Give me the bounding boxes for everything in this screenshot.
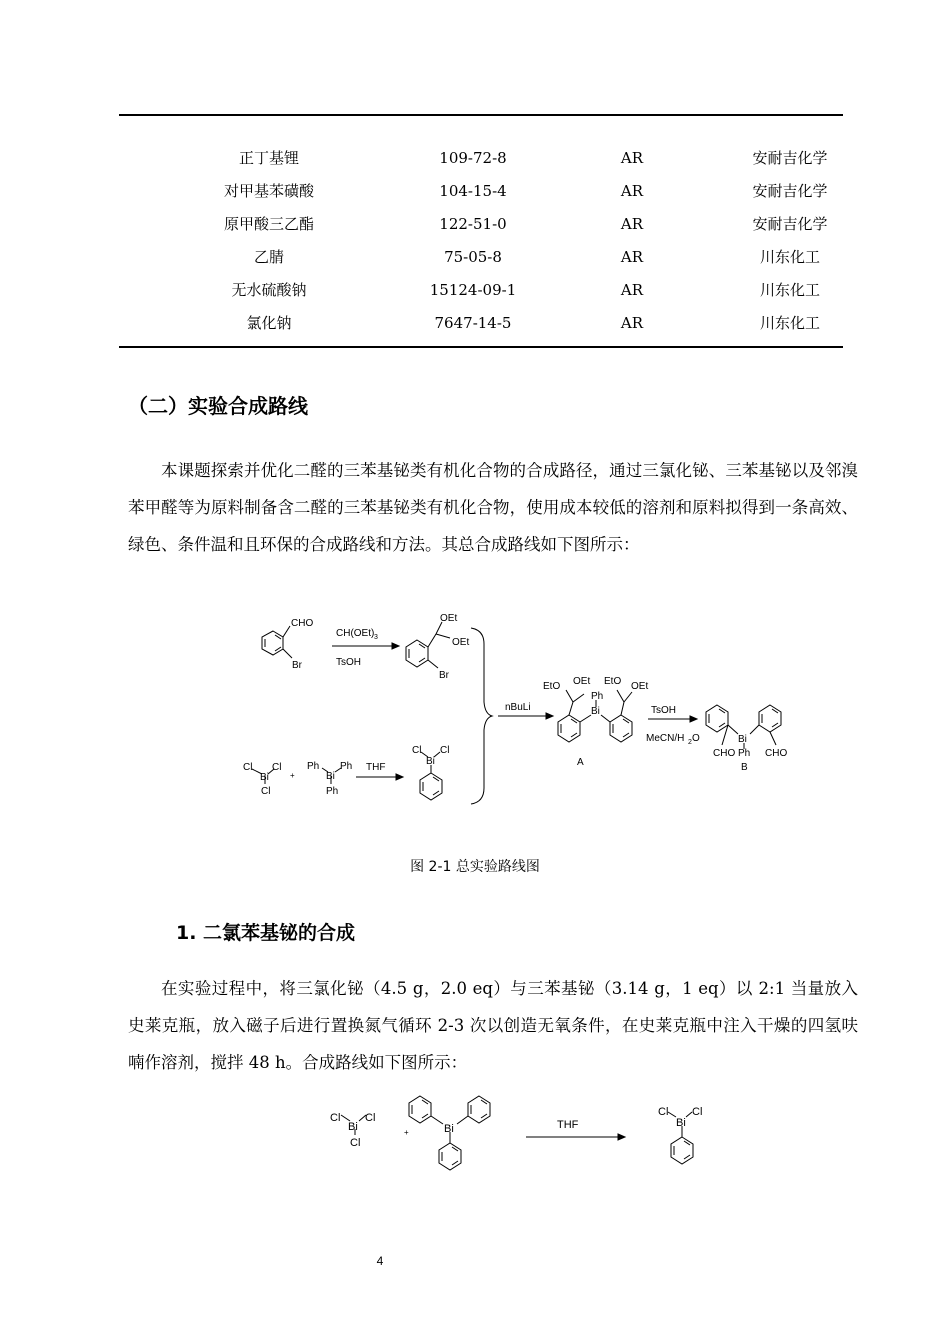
- table-cell: 川东化工: [759, 281, 820, 299]
- scheme-label-bi: Bi: [326, 771, 335, 782]
- scheme-label-ph: Ph: [307, 761, 320, 772]
- reagent-tsoh: TsOH: [336, 657, 361, 668]
- reagent-mecn: MeCN/H: [646, 733, 685, 744]
- reagent-tsoh-2: TsOH: [651, 705, 676, 716]
- table-cell: 对甲基苯磺酸: [223, 182, 314, 200]
- table-cell: 正丁基锂: [238, 149, 299, 167]
- scheme-label-oet: OEt: [440, 613, 458, 624]
- scheme-plus: +: [290, 771, 295, 780]
- table-cell: 安耐吉化学: [752, 182, 828, 200]
- reagent-nbuli: nBuLi: [505, 702, 531, 713]
- table-cell: 原甲酸三乙酯: [223, 215, 314, 233]
- scheme2-plus: +: [404, 1128, 409, 1137]
- table-cell: 川东化工: [759, 314, 820, 332]
- scheme-label-br: Br: [292, 660, 302, 671]
- scheme-label-cho: CHO: [765, 748, 788, 759]
- subsection-paragraph: 在实验过程中，将三氯化铋（4.5 g，2.0 eq）与三苯基铋（3.14 g，1 eq）以 2:1 当量放入史莱克瓶，放入磁子后进行置换氮气循环 2-3 次以创造无氧条件，在史莱克瓶中注入干燥的四氢呋喃作溶剂，搅拌 48 h。合成路线如下图所示：: [128, 979, 858, 1072]
- table-row: [119, 240, 843, 273]
- scheme-label-cl: Cl: [272, 762, 282, 773]
- scheme-label-ph: Ph: [738, 748, 751, 759]
- table-cell: 无水硫酸钠: [231, 281, 307, 299]
- table-cell: 乙腈: [253, 248, 284, 266]
- scheme-label-ph: Ph: [340, 761, 353, 772]
- intro-paragraph: 本课题探索并优化二醛的三苯基铋类有机化合物的合成路径，通过三氯化铋、三苯基铋以及邻溴苯甲醛等为原料制备含二醛的三苯基铋类有机化合物，使用成本较低的溶剂和原料拟得到一条高效、绿色、条件温和且环保的合成路线和方法。其总合成路线如下图所示：: [128, 461, 858, 554]
- figure-caption: 图 2-1 总实验路线图: [410, 859, 540, 875]
- table-cell: AR: [620, 181, 644, 200]
- scheme2-label-cl: Cl: [692, 1106, 703, 1118]
- table-cell: AR: [620, 313, 644, 332]
- table-cell: 安耐吉化学: [752, 215, 828, 233]
- scheme-label-cl: Cl: [261, 786, 271, 797]
- scheme-label-ph: Ph: [326, 786, 339, 797]
- scheme-label-oet: OEt: [631, 681, 649, 692]
- table-cell: 氯化钠: [246, 314, 292, 332]
- scheme-label-bi: Bi: [591, 706, 600, 717]
- scheme2-reagent-thf: THF: [557, 1119, 579, 1131]
- scheme-label-bi: Bi: [738, 734, 747, 745]
- subsection-heading: 1. 二氯苯基铋的合成: [176, 922, 356, 944]
- scheme2-label-cl: Cl: [350, 1137, 361, 1149]
- scheme-label-cl: Cl: [243, 762, 253, 773]
- page-number: 4: [376, 1254, 384, 1268]
- scheme-label-eto: EtO: [604, 676, 622, 687]
- table-cell: 15124-09-1: [429, 280, 517, 299]
- scheme-label-cl: Cl: [412, 745, 422, 756]
- scheme-label-bi: Bi: [426, 756, 435, 767]
- table-row: [119, 306, 843, 339]
- scheme-label-oet: OEt: [573, 676, 591, 687]
- synthesis-scheme: [0, 610, 950, 810]
- scheme-label-oet: OEt: [452, 637, 470, 648]
- reagent-table: [119, 141, 843, 339]
- table-cell: 川东化工: [759, 248, 820, 266]
- scheme2-label-bi: Bi: [348, 1121, 358, 1133]
- scheme-label-ph: Ph: [591, 691, 604, 702]
- section-heading: （二）实验合成路线: [128, 394, 308, 418]
- reagent-oxygen: O: [692, 733, 700, 744]
- scheme2-label-bi: Bi: [444, 1123, 454, 1135]
- table-bottom-rule: [119, 346, 843, 348]
- compound-label-b: B: [741, 762, 748, 773]
- scheme2-label-cl: Cl: [365, 1112, 376, 1124]
- table-cell: AR: [620, 280, 644, 299]
- table-cell: 75-05-8: [444, 247, 502, 266]
- scheme-label-eto: EtO: [543, 681, 561, 692]
- scheme2-label-cl: Cl: [658, 1106, 669, 1118]
- scheme-label-br: Br: [439, 670, 449, 681]
- table-cell: AR: [620, 247, 644, 266]
- compound-label-a: A: [577, 757, 584, 768]
- table-row: [119, 273, 843, 306]
- scheme-label-bi: Bi: [260, 772, 269, 783]
- table-cell: 104-15-4: [439, 181, 507, 200]
- table-row: [119, 207, 843, 240]
- table-cell: 109-72-8: [439, 148, 507, 167]
- scheme2-label-cl: Cl: [330, 1112, 341, 1124]
- table-cell: AR: [620, 214, 644, 233]
- scheme2-label-bi: Bi: [676, 1117, 686, 1129]
- table-row: [119, 141, 843, 174]
- table-cell: AR: [620, 148, 644, 167]
- scheme-label-cho: CHO: [713, 748, 736, 759]
- reagent-subscript-2: 2: [688, 739, 692, 746]
- scheme-label-cho: CHO: [291, 618, 314, 629]
- table-top-rule: [119, 114, 843, 116]
- reagent-orthoformate: CH(OEt): [336, 628, 375, 639]
- table-row: [119, 174, 843, 207]
- table-cell: 安耐吉化学: [752, 149, 828, 167]
- dichlorophenylbismuth-scheme: [0, 1090, 950, 1180]
- table-cell: 7647-14-5: [434, 313, 512, 332]
- table-cell: 122-51-0: [439, 214, 507, 233]
- reagent-thf: THF: [366, 762, 386, 773]
- reagent-subscript-3: 3: [374, 634, 378, 641]
- scheme-label-cl: Cl: [440, 745, 450, 756]
